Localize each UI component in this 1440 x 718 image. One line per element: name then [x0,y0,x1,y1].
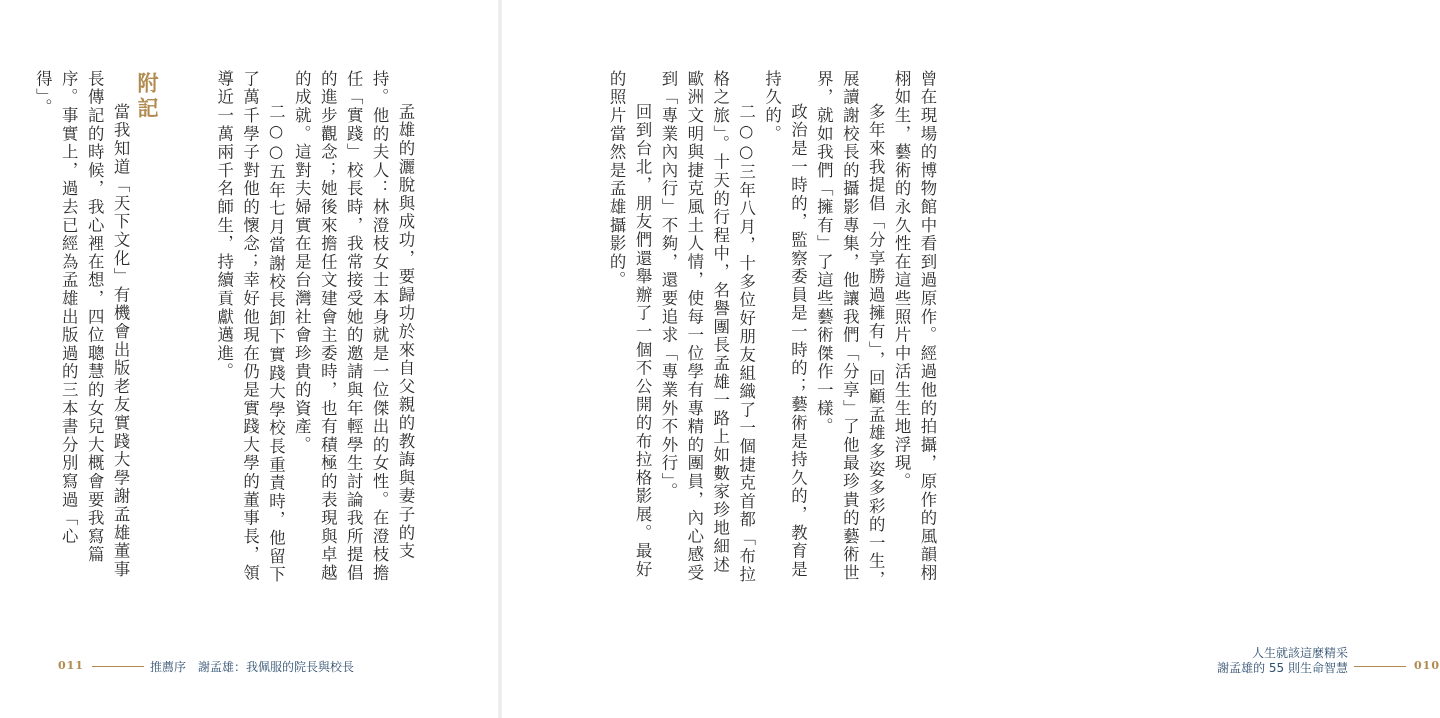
paragraph: 回到台北，朋友們還舉辦了一個不公開的布拉格影展。最好的照片當然是孟雄攝影的。 [607,70,653,579]
book-subtitle: 謝孟雄的 55 則生命智慧 [1217,661,1348,675]
paragraph: 當我知道「天下文化」有機會出版老友實踐大學謝孟雄董事長傳記的時候，我心裡在想，四位聰慧的女兒大概會要我寫篇序。事實上，過去已經為孟雄出版過的三本書分別寫過「心得」。 [33,70,131,579]
footer-rule [1354,666,1406,667]
right-page [500,0,1440,718]
paragraph: 二○○五年七月當謝校長卸下實踐大學校長重責時，他留下了萬千學子對他的懷念；幸好他現在仍是實踐大學的董事長，領導近一萬兩千名師生，持續貢獻邁進。 [214,70,286,584]
paragraph: 孟雄的灑脫與成功，要歸功於來自父親的教誨與妻子的支持。他的夫人：林澄枝女士本身就是一位傑出的女性。在澄枝擔任「實踐」校長時，我常接受她的邀請與年輕學生討論我所提倡的進步觀念；她後來擔任文建會主委時，也有積極的表現與卓越的成就。這對夫婦實在是台灣社會珍貴的資產。 [292,70,415,583]
section-heading: 附記 [134,72,159,122]
paragraph: 政治是一時的，監察委員是一時的；藝術是持久的，教育是持久的。 [762,70,808,579]
page-number: 011 [58,659,84,672]
running-title [1217,646,1348,676]
left-page [0,0,500,718]
book-title: 人生就該這麼精采 [1251,646,1348,660]
right-page-footer [1020,646,1440,678]
paragraph: 二○○三年八月，十多位好朋友組織了一個捷克首都「布拉格之旅」。十天的行程中，名譽團長孟雄一路上如數家珍地細述歐洲文明與捷克風土人情，使每一位學有專精的團員，內心感受到「專業內內行」不夠，還要追求「專業外不外行」。 [658,70,756,584]
paragraph: 多年來我提倡「分享勝過擁有」，回顧孟雄多姿多彩的一生，展讀謝校長的攝影專集，他讓我們「分享」了他最珍貴的藝術世界，就如我們「擁有」了這些藝術傑作一樣。 [814,70,886,589]
paragraph: 曾在現場的博物館中看到過原作。經過他的拍攝，原作的風韻栩栩如生，藝術的永久性在這些照片中活生生地浮現。 [892,70,937,583]
left-page-body [29,70,418,590]
chapter-title: 推薦序 謝孟雄：我佩服的院長與校長 [150,660,355,674]
footer-rule [92,666,144,667]
right-page-body [603,70,940,590]
left-page-footer [58,654,478,678]
page-number: 010 [1414,659,1440,672]
